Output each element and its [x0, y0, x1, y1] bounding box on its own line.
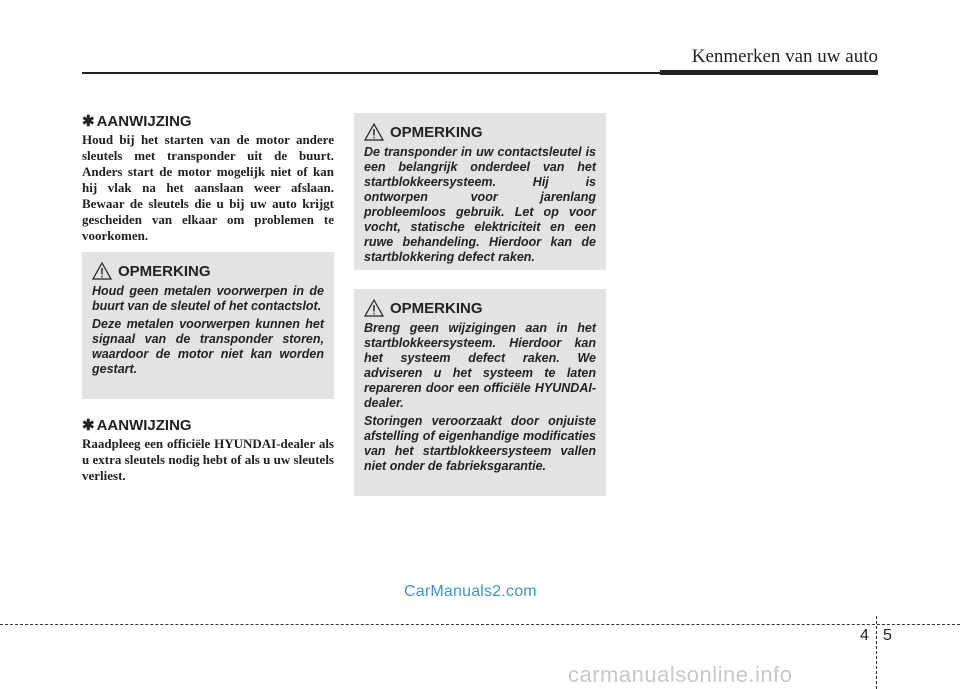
box-paragraph: De transponder in uw contactsleutel is een belangrijk onderdeel van het startblokkeersysteem. Hij is ontworpen voor jarenlang probleemloos gebruik. Let op voor vocht, statische elektriciteit en een ruwe behandeling. Hierdoor kan de startblokkering defect raken. — [364, 145, 596, 264]
asterisk-star-icon: ✱ — [82, 113, 95, 130]
header-rule-thick — [660, 70, 878, 75]
note-aanwijzing-1 — [82, 112, 334, 244]
note-body: Houd bij het starten van de motor andere sleutels met transponder uit de buurt. Anders start de motor mogelijk niet of kan hij vlak na het aanslaan weer afslaan. Bewaar de sleutels die u bij uw auto krijgt gescheiden van elkaar om problemen te voorkomen. — [82, 132, 334, 243]
note-heading: AANWIJZING — [96, 113, 192, 130]
box-paragraph: Deze metalen voorwerpen kunnen het signaal van de transponder storen, waardoor de motor niet kan worden gestart. — [92, 317, 324, 376]
opmerking-box-3 — [354, 289, 606, 496]
note-heading: AANWIJZING — [96, 417, 192, 434]
asterisk-star-icon: ✱ — [82, 417, 95, 434]
box-paragraph: Storingen veroorzaakt door onjuiste afstelling of eigenhandige modificaties van het startblokkeersysteem vallen niet onder de fabrieksgarantie. — [364, 414, 596, 473]
page-number: 5 — [883, 627, 892, 644]
chapter-number: 4 — [860, 627, 869, 644]
warning-triangle-icon — [364, 299, 384, 317]
footer-vertical-divider — [876, 616, 877, 689]
note-body: Raadpleeg een officiële HYUNDAI-dealer als u extra sleutels nodig hebt of als u uw sleutels verliest. — [82, 436, 334, 483]
warning-triangle-icon — [92, 262, 112, 280]
watermark-link[interactable]: CarManuals2.com — [404, 583, 537, 600]
warning-triangle-icon — [364, 123, 384, 141]
footer-divider — [0, 624, 960, 625]
box-paragraph: Breng geen wijzigingen aan in het startblokkeersysteem. Hierdoor kan het systeem defect raken. We adviseren u het systeem te laten repareren door een officiële HYUNDAI-dealer. — [364, 321, 596, 410]
opmerking-box-2 — [354, 113, 606, 270]
opmerking-box-1 — [82, 252, 334, 399]
box-heading: OPMERKING — [390, 299, 483, 317]
box-heading: OPMERKING — [118, 262, 211, 280]
note-aanwijzing-2 — [82, 416, 334, 484]
box-heading: OPMERKING — [390, 123, 483, 141]
box-paragraph: Houd geen metalen voorwerpen in de buurt van de sleutel of het contactslot. — [92, 284, 324, 313]
header-rule-thin — [82, 72, 660, 74]
page-header-title: Kenmerken van uw auto — [691, 46, 878, 67]
watermark-bottom: carmanualsonline.info — [568, 662, 793, 687]
